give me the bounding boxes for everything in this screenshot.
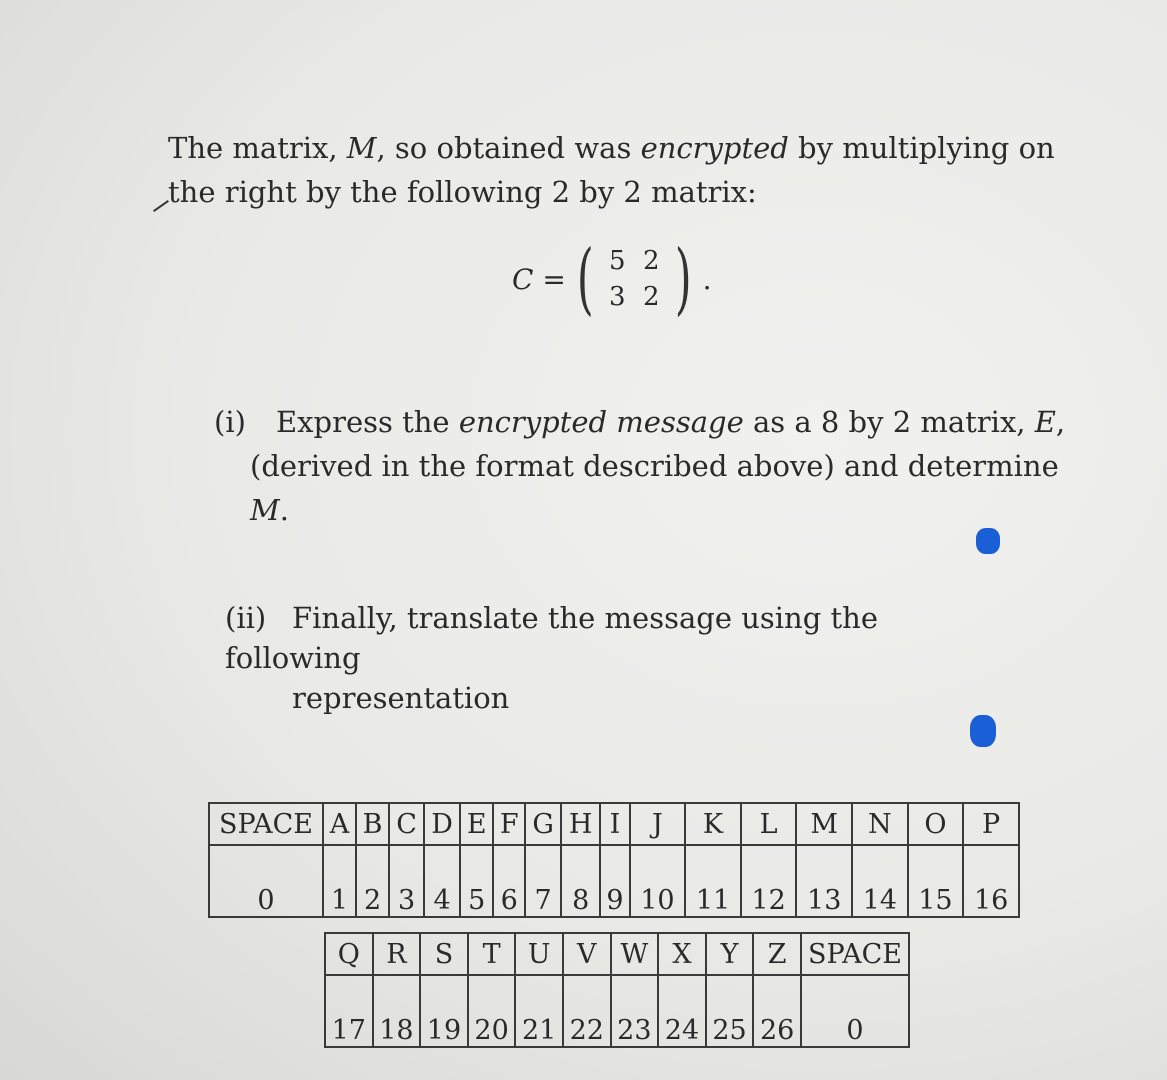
- right-paren: ): [675, 234, 692, 324]
- number-cell: 6: [493, 845, 525, 917]
- number-cell: 10: [630, 845, 686, 917]
- letter-cell: B: [356, 803, 389, 845]
- letter-cell: J: [630, 803, 686, 845]
- matrix-entry: 3: [608, 282, 626, 312]
- letter-cell: H: [561, 803, 600, 845]
- number-cell: 5: [460, 845, 493, 917]
- intro-line-1: The matrix, M, so obtained was encrypted by multiplying on: [168, 131, 1055, 165]
- letter-code-table-2: [324, 932, 910, 1048]
- letter-cell: A: [323, 803, 356, 845]
- number-cell: 8: [561, 845, 600, 917]
- number-cell: 22: [563, 975, 611, 1047]
- part-ii: [225, 598, 985, 718]
- matrix-entry: 5: [608, 246, 626, 276]
- letter-cell: G: [525, 803, 561, 845]
- letter-cell: U: [515, 933, 563, 975]
- letter-row: [325, 933, 909, 975]
- matrix-c-period: .: [702, 262, 712, 296]
- part-i-number: (i): [214, 405, 246, 439]
- number-cell: 18: [373, 975, 421, 1047]
- number-cell: 7: [525, 845, 561, 917]
- blue-ink-mark: [976, 528, 1000, 554]
- part-i: [214, 400, 1074, 532]
- number-cell: 24: [658, 975, 706, 1047]
- intro-line-2: the right by the following 2 by 2 matrix:: [168, 175, 757, 209]
- letter-code-table-1: [208, 802, 1020, 918]
- part-ii-line-2: representation: [292, 681, 510, 715]
- number-cell: 20: [468, 975, 516, 1047]
- number-cell: 4: [424, 845, 460, 917]
- letter-cell: Y: [706, 933, 754, 975]
- letter-cell: T: [468, 933, 516, 975]
- letter-cell: E: [460, 803, 493, 845]
- part-ii-number: (ii): [225, 601, 267, 635]
- number-cell: 17: [325, 975, 373, 1047]
- letter-cell: SPACE: [209, 803, 323, 845]
- letter-cell: S: [420, 933, 468, 975]
- number-cell: 15: [908, 845, 964, 917]
- matrix-entry: 2: [642, 246, 660, 276]
- number-cell: 0: [801, 975, 909, 1047]
- matrix-c: [512, 234, 712, 324]
- letter-cell: W: [611, 933, 659, 975]
- number-cell: 3: [389, 845, 424, 917]
- letter-cell: M: [796, 803, 852, 845]
- matrix-entry: 2: [642, 282, 660, 312]
- letter-cell: V: [563, 933, 611, 975]
- letter-row: [209, 803, 1019, 845]
- pen-mark: [153, 200, 169, 212]
- matrix-c-entries: [600, 246, 668, 312]
- number-cell: 19: [420, 975, 468, 1047]
- letter-cell: K: [685, 803, 741, 845]
- number-cell: 9: [600, 845, 629, 917]
- matrix-c-label: C =: [512, 262, 566, 296]
- part-ii-line-1: (ii) Finally, translate the message using the following: [225, 598, 985, 678]
- number-cell: 25: [706, 975, 754, 1047]
- letter-cell: F: [493, 803, 525, 845]
- number-cell: 16: [963, 845, 1019, 917]
- number-row: [325, 975, 909, 1047]
- number-cell: 12: [741, 845, 797, 917]
- intro-paragraph: [168, 126, 1068, 214]
- number-cell: 14: [852, 845, 908, 917]
- letter-cell: N: [852, 803, 908, 845]
- blue-ink-mark: [970, 715, 996, 747]
- number-cell: 23: [611, 975, 659, 1047]
- number-row: [209, 845, 1019, 917]
- letter-cell: R: [373, 933, 421, 975]
- number-cell: 1: [323, 845, 356, 917]
- letter-cell: C: [389, 803, 424, 845]
- number-cell: 21: [515, 975, 563, 1047]
- letter-cell: SPACE: [801, 933, 909, 975]
- left-paren: (: [576, 234, 594, 324]
- number-cell: 0: [209, 845, 323, 917]
- number-cell: 2: [356, 845, 389, 917]
- number-cell: 26: [753, 975, 801, 1047]
- letter-cell: X: [658, 933, 706, 975]
- part-i-line-2: (derived in the format described above) and determine M.: [250, 449, 1059, 527]
- number-cell: 13: [796, 845, 852, 917]
- letter-cell: O: [908, 803, 964, 845]
- letter-cell: I: [600, 803, 629, 845]
- letter-cell: Z: [753, 933, 801, 975]
- number-cell: 11: [685, 845, 741, 917]
- part-i-line-1: (i) Express the encrypted message as a 8 by 2 matrix, E,: [214, 400, 1074, 444]
- letter-cell: P: [963, 803, 1019, 845]
- letter-cell: D: [424, 803, 460, 845]
- letter-cell: L: [741, 803, 797, 845]
- letter-cell: Q: [325, 933, 373, 975]
